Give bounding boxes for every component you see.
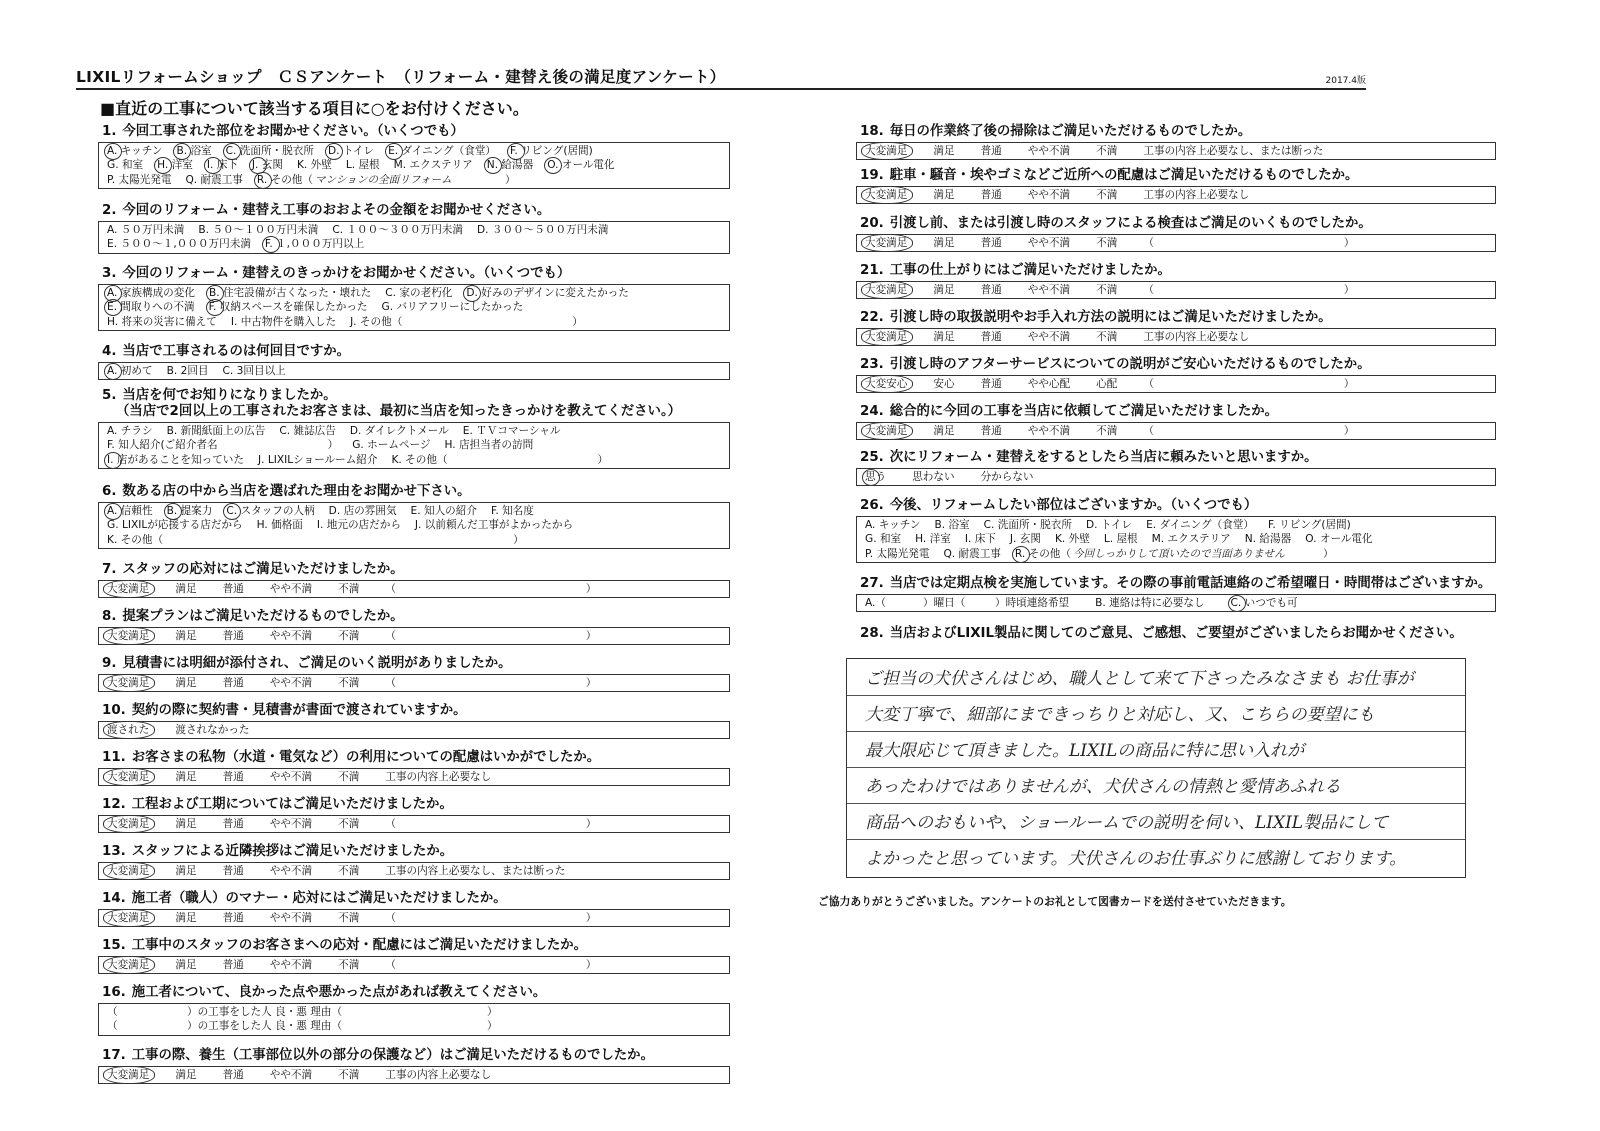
q20-neutral[interactable]: 普通	[980, 237, 1002, 249]
q1-option-o[interactable]: O. オール電化	[547, 159, 615, 172]
question-1: 1. 今回工事された部位をお聞かせください。（いくつでも） A. キッチン B. 浴室 C. 洗面所・脱衣所 D. トイレ E. ダイニング（食堂） F. リビング(居間) G. 和室 H. 洋室 I. 床下 J. 玄関 K. 外壁 L. 屋根 M. エクステリア N. 給湯器 O. オール電化 P. 太陽光発電 Q. 耐震工事 R. その他（ マンションの全面リフォーム ）	[98, 124, 730, 189]
q23-very-reassured[interactable]: 大変安心	[865, 378, 908, 390]
q8-satisfied[interactable]: 満足	[175, 630, 197, 642]
question-14: 14. 施工者（職人）のマナー・応対にはご満足いただけましたか。 大変満足 満足 普通 やや不満 不満 （ ）	[98, 891, 730, 927]
q22-neutral[interactable]: 普通	[980, 331, 1002, 343]
q13-not-needed[interactable]: 工事の内容上必要なし、または断った	[385, 865, 566, 877]
q12-scale: 大変満足 満足 普通 やや不満 不満 （ ）	[98, 815, 730, 833]
q20-scale: 大変満足 満足 普通 やや不満 不満 （ ）	[856, 234, 1496, 252]
question-25: 25. 次にリフォーム・建替えをするとしたら当店に頼みたいと思いますか。 思う 思わない 分からない	[856, 450, 1496, 486]
q15-satisfied[interactable]: 満足	[175, 959, 197, 971]
q4-options	[98, 362, 730, 380]
q16-line-2[interactable]: ）の工事をした人 良・悪 理由（	[187, 1020, 343, 1033]
q14-somewhat-dissatisfied[interactable]: やや不満	[269, 912, 313, 924]
q13-somewhat-dissatisfied[interactable]: やや不満	[269, 865, 313, 877]
q7-somewhat-dissatisfied[interactable]: やや不満	[269, 583, 313, 595]
q19-satisfied[interactable]: 満足	[933, 189, 955, 201]
q3-option-d[interactable]: D. 好みのデザインに変えたかった	[466, 287, 629, 299]
q26-option-m[interactable]: M. エクステリア	[1151, 533, 1231, 546]
comment-line: 最大限応じて頂きました。LIXILの商品に特に思い入れが	[865, 741, 1305, 761]
q3-option-j[interactable]: J. その他（	[350, 315, 403, 328]
q21-neutral[interactable]: 普通	[980, 284, 1002, 296]
q5-option-e[interactable]: E. ＴＶコマーシャル	[462, 425, 561, 437]
q1-option-l[interactable]: L. 屋根	[345, 159, 380, 172]
q20-satisfied[interactable]: 満足	[933, 237, 955, 249]
q9-very-satisfied[interactable]: 大変満足	[107, 677, 150, 689]
question-13: 13. スタッフによる近隣挨拶はご満足いただけましたか。 大変満足 満足 普通 やや不満 不満 工事の内容上必要なし、または断った	[98, 844, 730, 880]
q25-unsure[interactable]: 分からない	[980, 471, 1034, 483]
q11-somewhat-dissatisfied[interactable]: やや不満	[269, 771, 313, 783]
question-16: 16. 施工者について、良かった点や悪かった点があれば教えてください。 （ ）の工事をした人 良・悪 理由（ ） （ ）の工事をした人 良・悪 理由（ ）	[98, 985, 730, 1036]
question-6: 6. 数ある店の中から当店を選ばれた理由をお聞かせ下さい。 A. 信頼性 B. 提案力 C. スタッフの人柄 D. 店の雰囲気 E. 知人の紹介 F. 知名度 G. LIXILが応援する店だから H. 価格面 I. 地元の店だから J. 以前頼んだ工事がよかったから K. その他（ ）	[98, 484, 730, 549]
instructions: ■直近の工事について該当する項目に○をお付けください。	[100, 99, 529, 118]
q13-dissatisfied[interactable]: 不満	[338, 865, 360, 877]
comment-line: よかったと思っています。犬伏さんのお仕事ぶりに感謝しております。	[865, 849, 1407, 869]
q2-options	[98, 221, 730, 254]
q2-option-c[interactable]: C. １００～３００万円未満	[332, 224, 463, 236]
q23-neutral[interactable]: 普通	[980, 378, 1002, 390]
q8-neutral[interactable]: 普通	[222, 630, 244, 642]
q6-option-i[interactable]: I. 地元の店だから	[316, 519, 401, 532]
q12-satisfied[interactable]: 満足	[175, 818, 197, 830]
q21-very-satisfied[interactable]: 大変満足	[865, 284, 908, 296]
q21-somewhat-dissatisfied[interactable]: やや不満	[1027, 284, 1071, 296]
q11-neutral[interactable]: 普通	[222, 771, 244, 783]
q3-option-g[interactable]: G. バリアフリーにしたかった	[381, 301, 524, 314]
q1-option-i[interactable]: I. 床下	[206, 159, 238, 172]
q11-dissatisfied[interactable]: 不満	[338, 771, 360, 783]
q18-scale	[856, 142, 1496, 160]
q6-option-f[interactable]: F. 知名度	[490, 505, 534, 517]
question-22: 22. 引渡し時の取扱説明やお手入れ方法の説明にはご満足いただけましたか。 大変満足 満足 普通 やや不満 不満 工事の内容上必要なし	[856, 310, 1496, 346]
q21-scale: 大変満足 満足 普通 やや不満 不満 （ ）	[856, 281, 1496, 299]
comment-line: あったわけではありませんが、犬伏さんの情熱と愛情あふれる	[865, 777, 1341, 797]
q24-dissatisfied[interactable]: 不満	[1096, 425, 1118, 437]
q7-very-satisfied[interactable]: 大変満足	[107, 583, 150, 595]
q6-option-h[interactable]: H. 価格面	[256, 519, 303, 532]
q1-option-r[interactable]: R. その他（	[256, 173, 313, 186]
q13-very-satisfied[interactable]: 大変満足	[107, 865, 150, 877]
q8-very-satisfied[interactable]: 大変満足	[107, 630, 150, 642]
q1-option-p[interactable]: P. 太陽光発電	[107, 173, 172, 186]
q1-option-k[interactable]: K. 外壁	[296, 159, 332, 172]
form-title: LIXILリフォームショップ ＣＳアンケート （リフォーム・建替え後の満足度アンケート）	[76, 68, 726, 86]
q16-fields: （ ）の工事をした人 良・悪 理由（ ） （ ）の工事をした人 良・悪 理由（ ）	[98, 1003, 730, 1036]
q22-not-needed[interactable]: 工事の内容上必要なし	[1143, 331, 1250, 343]
q11-not-needed[interactable]: 工事の内容上必要なし	[385, 771, 492, 783]
q1-option-g[interactable]: G. 和室	[107, 159, 144, 172]
form-version: 2017.4版	[1325, 76, 1366, 86]
q3-option-a[interactable]: A. 家族構成の変化	[107, 287, 195, 299]
q4-option-c[interactable]: C. 3回目以上	[222, 365, 286, 377]
question-24: 24. 総合的に今回の工事を当店に依頼してご満足いただけましたか。 大変満足 満足 普通 やや不満 不満 （ ）	[856, 404, 1496, 440]
comment-line: 大変丁寧で、細部にまできっちりと対応し、又、こちらの要望にも	[865, 705, 1375, 725]
q27-options	[856, 594, 1496, 612]
q24-scale: 大変満足 満足 普通 やや不満 不満 （ ）	[856, 422, 1496, 440]
q6-option-g[interactable]: G. LIXILが応援する店だから	[107, 519, 243, 532]
q18-satisfied[interactable]: 満足	[933, 145, 955, 157]
q1-option-q[interactable]: Q. 耐震工事	[185, 173, 243, 186]
q1-option-j[interactable]: J. 玄関	[251, 159, 283, 172]
q19-somewhat-dissatisfied[interactable]: やや不満	[1027, 189, 1071, 201]
q26-option-h[interactable]: H. 洋室	[915, 533, 951, 546]
q24-very-satisfied[interactable]: 大変満足	[865, 425, 908, 437]
q1-option-h[interactable]: H. 洋室	[157, 159, 193, 172]
q20-somewhat-dissatisfied[interactable]: やや不満	[1027, 237, 1071, 249]
q19-not-needed[interactable]: 工事の内容上必要なし	[1143, 189, 1250, 201]
q23-somewhat-worried[interactable]: やや心配	[1027, 378, 1071, 390]
q1-option-a[interactable]: A. キッチン	[107, 145, 163, 157]
comment-line: ご担当の犬伏さんはじめ、職人として来て下さったみなさまも お仕事が	[865, 669, 1414, 689]
q1-option-e[interactable]: E. ダイニング（食堂）	[388, 145, 497, 157]
q2-option-e[interactable]: E. ５００～１,０００万円未満	[107, 238, 251, 251]
q11-satisfied[interactable]: 満足	[175, 771, 197, 783]
q2-option-f[interactable]: F. １,０００万円以上	[264, 238, 365, 251]
q1-option-n[interactable]: N. 給湯器	[486, 159, 534, 172]
q8-scale: 大変満足 満足 普通 やや不満 不満 （ ）	[98, 627, 730, 645]
q15-neutral[interactable]: 普通	[222, 959, 244, 971]
question-17: 17. 工事の際、養生（工事部位以外の部分の保護など）はご満足いただけるものでしたか。 大変満足 満足 普通 やや不満 不満 工事の内容上必要なし	[98, 1048, 730, 1084]
q22-very-satisfied[interactable]: 大変満足	[865, 331, 908, 343]
q18-somewhat-dissatisfied[interactable]: やや不満	[1027, 145, 1071, 157]
q9-satisfied[interactable]: 満足	[175, 677, 197, 689]
q8-somewhat-dissatisfied[interactable]: やや不満	[269, 630, 313, 642]
q1-option-f[interactable]: F. リビング(居間)	[510, 145, 593, 157]
thank-you-note: ご協力ありがとうございました。アンケートのお礼として図書カードを送付させていただきます。	[818, 895, 1292, 908]
question-28: 28. 当店およびLIXIL製品に関してのご意見、ご感想、ご要望がございましたらお聞かせください。	[860, 626, 1463, 641]
q26-options: A. キッチン B. 浴室 C. 洗面所・脱衣所 D. トイレ E. ダイニング（食堂） F. リビング(居間) G. 和室 H. 洋室 I. 床下 J. 玄関 K. 外壁 L. 屋根 M. エクステリア N. 給湯器 O. オール電化 P. 太陽光発電 Q. 耐震工事 R. その他（ 今回しっかりして頂いたので当面ありません ）	[856, 516, 1496, 563]
q13-scale	[98, 862, 730, 880]
q27-option-b[interactable]: B. 連絡は特に必要なし	[1095, 597, 1205, 609]
q7-dissatisfied[interactable]: 不満	[338, 583, 360, 595]
q20-dissatisfied[interactable]: 不満	[1096, 237, 1118, 249]
q22-dissatisfied[interactable]: 不満	[1096, 331, 1118, 343]
comments-box[interactable]	[846, 658, 1466, 878]
q26-other-text[interactable]: 今回しっかりして頂いたので当面ありません	[1073, 547, 1285, 560]
q25-yes[interactable]: 思う	[865, 471, 887, 483]
q26-option-g[interactable]: G. 和室	[865, 533, 902, 546]
q3-option-h[interactable]: H. 将来の災害に備えて	[107, 315, 217, 328]
q17-satisfied[interactable]: 満足	[175, 1069, 197, 1081]
q17-not-needed[interactable]: 工事の内容上必要なし	[385, 1069, 492, 1081]
q11-very-satisfied[interactable]: 大変満足	[107, 771, 150, 783]
q27-option-a[interactable]: A.（	[865, 597, 887, 609]
question-5: 5. 当店を何でお知りになりましたか。 （当店で2回以上の工事されたお客さまは、最初に当店を知ったきっかけを教えてください。） A. チラシ B. 新聞紙面上の広告 C. 雑誌広告 D. ダイレクトメール E. ＴＶコマーシャル F. 知人紹介(ご紹介者名 ） G. ホームページ H. 店担当者の訪問 I. 店があることを知っていた J. LIXILショールーム紹介 K. その他（ ）	[98, 388, 730, 469]
q14-satisfied[interactable]: 満足	[175, 912, 197, 924]
form-header	[76, 66, 1366, 90]
q9-dissatisfied[interactable]: 不満	[338, 677, 360, 689]
q3-options: A. 家族構成の変化 B. 住宅設備が古くなった・壊れた C. 家の老朽化 D. 好みのデザインに変えたかった E. 間取りへの不満 F. 収納スペースを確保したかった G. バリアフリーにしたかった H. 将来の災害に備えて I. 中古物件を購入した J. その他（ ）	[98, 284, 730, 331]
question-19: 19. 駐車・騒音・埃やゴミなどご近所への配慮はご満足いただけるものでしたか。 大変満足 満足 普通 やや不満 不満 工事の内容上必要なし	[856, 168, 1496, 204]
q18-neutral[interactable]: 普通	[980, 145, 1002, 157]
q26-option-n[interactable]: N. 給湯器	[1244, 533, 1292, 546]
q17-somewhat-dissatisfied[interactable]: やや不満	[269, 1069, 313, 1081]
q6-option-a[interactable]: A. 信頼性	[107, 505, 153, 517]
q4-option-b[interactable]: B. 2回目	[166, 365, 209, 377]
q5-option-i[interactable]: I. 店があることを知っていた	[107, 453, 244, 466]
q5-option-b[interactable]: B. 新聞紙面上の広告	[166, 425, 266, 437]
question-20: 20. 引渡し前、または引渡し時のスタッフによる検査はご満足のいくものでしたか。 大変満足 満足 普通 やや不満 不満 （ ）	[856, 216, 1496, 252]
q26-option-r[interactable]: R. その他（	[1014, 547, 1071, 560]
q26-option-b[interactable]: B. 浴室	[934, 519, 970, 531]
q6-option-e[interactable]: E. 知人の紹介	[410, 505, 477, 517]
q27-day-field[interactable]: ）曜日（	[923, 597, 966, 609]
q5-option-g[interactable]: G. ホームページ	[352, 439, 431, 452]
q26-option-o[interactable]: O. オール電化	[1305, 533, 1373, 546]
q19-very-satisfied[interactable]: 大変満足	[865, 189, 908, 201]
question-11: 11. お客さまの私物（水道・電気など）の利用についての配慮はいかがでしたか。 大変満足 満足 普通 やや不満 不満 工事の内容上必要なし	[98, 750, 730, 786]
q12-dissatisfied[interactable]: 不満	[338, 818, 360, 830]
q15-very-satisfied[interactable]: 大変満足	[107, 959, 150, 971]
q17-scale	[98, 1066, 730, 1084]
q22-satisfied[interactable]: 満足	[933, 331, 955, 343]
q26-option-f[interactable]: F. リビング(居間)	[1268, 519, 1351, 531]
q26-option-i[interactable]: I. 床下	[964, 533, 996, 546]
q26-option-k[interactable]: K. 外壁	[1054, 533, 1090, 546]
q21-satisfied[interactable]: 満足	[933, 284, 955, 296]
q19-neutral[interactable]: 普通	[980, 189, 1002, 201]
q13-neutral[interactable]: 普通	[222, 865, 244, 877]
q26-option-d[interactable]: D. トイレ	[1085, 519, 1133, 531]
question-7: 7. スタッフの応対にはご満足いただけましたか。 大変満足 満足 普通 やや不満 不満 （ ）	[98, 562, 730, 598]
question-15: 15. 工事中のスタッフのお客さまへの応対・配慮にはご満足いただけましたか。 大変満足 満足 普通 やや不満 不満 （ ）	[98, 938, 730, 974]
q21-dissatisfied[interactable]: 不満	[1096, 284, 1118, 296]
q3-option-i[interactable]: I. 中古物件を購入した	[230, 315, 337, 328]
q12-neutral[interactable]: 普通	[222, 818, 244, 830]
q26-option-e[interactable]: E. ダイニング（食堂）	[1146, 519, 1255, 531]
q3-option-e[interactable]: E. 間取りへの不満	[107, 301, 195, 314]
q14-scale: 大変満足 満足 普通 やや不満 不満 （ ）	[98, 909, 730, 927]
q1-other-text[interactable]: マンションの全面リフォーム	[315, 173, 452, 186]
q2-option-b[interactable]: B. ５０～１００万円未満	[198, 224, 319, 236]
q17-neutral[interactable]: 普通	[222, 1069, 244, 1081]
q15-scale: 大変満足 満足 普通 やや不満 不満 （ ）	[98, 956, 730, 974]
q15-dissatisfied[interactable]: 不満	[338, 959, 360, 971]
question-4: 4. 当店で工事されるのは何回目ですか。 A. 初めて B. 2回目 C. 3回目以上	[98, 344, 730, 380]
q19-scale	[856, 186, 1496, 204]
q10-delivered[interactable]: 渡された	[107, 724, 150, 736]
q5-option-f[interactable]: F. 知人紹介(ご紹介者名	[107, 439, 218, 452]
q24-somewhat-dissatisfied[interactable]: やや不満	[1027, 425, 1071, 437]
q5-option-a[interactable]: A. チラシ	[107, 425, 153, 437]
q7-scale: 大変満足 満足 普通 やや不満 不満 （ ）	[98, 580, 730, 598]
question-3: 3. 今回のリフォーム・建替えのきっかけをお聞かせください。（いくつでも） A. 家族構成の変化 B. 住宅設備が古くなった・壊れた C. 家の老朽化 D. 好みのデザインに変えたかった E. 間取りへの不満 F. 収納スペースを確保したかった G. バリアフリーにしたかった H. 将来の災害に備えて I. 中古物件を購入した J. その他（ ）	[98, 266, 730, 331]
question-21: 21. 工事の仕上がりにはご満足いただけましたか。 大変満足 満足 普通 やや不満 不満 （ ）	[856, 263, 1496, 299]
q6-option-j[interactable]: J. 以前頼んだ工事がよかったから	[414, 519, 574, 532]
q5-option-c[interactable]: C. 雑誌広告	[279, 425, 336, 437]
q26-option-a[interactable]: A. キッチン	[865, 519, 921, 531]
q19-dissatisfied[interactable]: 不満	[1096, 189, 1118, 201]
q26-option-c[interactable]: C. 洗面所・脱衣所	[983, 519, 1072, 531]
q9-scale: 大変満足 満足 普通 やや不満 不満 （ ）	[98, 674, 730, 692]
q1-option-d[interactable]: D. トイレ	[327, 145, 375, 157]
question-10: 10. 契約の際に契約書・見積書が書面で渡されていますか。 渡された 渡されなかった	[98, 703, 730, 739]
q27-time-field[interactable]: ）時頃連絡希望	[995, 597, 1070, 609]
question-23: 23. 引渡し時のアフターサービスについての説明がご安心いただけるものでしたか。 大変安心 安心 普通 やや心配 心配 （ ）	[856, 357, 1496, 393]
q4-option-a[interactable]: A. 初めて	[107, 365, 153, 377]
question-26: 26. 今後、リフォームしたい部位はございますか。（いくつでも） A. キッチン B. 浴室 C. 洗面所・脱衣所 D. トイレ E. ダイニング（食堂） F. リビング(居間) G. 和室 H. 洋室 I. 床下 J. 玄関 K. 外壁 L. 屋根 M. エクステリア N. 給湯器 O. オール電化 P. 太陽光発電 Q. 耐震工事 R. その他（ 今回しっかりして頂いたので当面ありません ）	[856, 498, 1496, 563]
q14-neutral[interactable]: 普通	[222, 912, 244, 924]
q1-option-m[interactable]: M. エクステリア	[393, 159, 473, 172]
q24-satisfied[interactable]: 満足	[933, 425, 955, 437]
q5-option-j[interactable]: J. LIXILショールーム紹介	[257, 453, 378, 466]
q6-option-d[interactable]: D. 店の雰囲気	[328, 505, 397, 517]
q10-not-delivered[interactable]: 渡されなかった	[175, 724, 250, 736]
q26-option-l[interactable]: L. 屋根	[1103, 533, 1138, 546]
q18-dissatisfied[interactable]: 不満	[1096, 145, 1118, 157]
q5-option-k[interactable]: K. その他（	[391, 453, 448, 466]
q14-dissatisfied[interactable]: 不満	[338, 912, 360, 924]
q7-satisfied[interactable]: 満足	[175, 583, 197, 595]
q5-option-d[interactable]: D. ダイレクトメール	[349, 425, 449, 437]
q23-reassured[interactable]: 安心	[933, 378, 955, 390]
q3-option-f[interactable]: F. 収納スペースを確保したかった	[208, 301, 368, 314]
q6-option-b[interactable]: B. 提案力	[166, 505, 213, 517]
q6-options: A. 信頼性 B. 提案力 C. スタッフの人柄 D. 店の雰囲気 E. 知人の紹介 F. 知名度 G. LIXILが応援する店だから H. 価格面 I. 地元の店だから J. 以前頼んだ工事がよかったから K. その他（ ）	[98, 502, 730, 549]
q1-options: A. キッチン B. 浴室 C. 洗面所・脱衣所 D. トイレ E. ダイニング（食堂） F. リビング(居間) G. 和室 H. 洋室 I. 床下 J. 玄関 K. 外壁 L. 屋根 M. エクステリア N. 給湯器 O. オール電化 P. 太陽光発電 Q. 耐震工事 R. その他（ マンションの全面リフォーム ）	[98, 142, 730, 189]
question-9: 9. 見積書には明細が添付され、ご満足のいく説明がありましたか。 大変満足 満足 普通 やや不満 不満 （ ）	[98, 656, 730, 692]
q22-somewhat-dissatisfied[interactable]: やや不満	[1027, 331, 1071, 343]
q18-not-needed[interactable]: 工事の内容上必要なし、または断った	[1143, 145, 1324, 157]
q12-somewhat-dissatisfied[interactable]: やや不満	[269, 818, 313, 830]
q27-option-c[interactable]: C. いつでも可	[1230, 597, 1298, 609]
q7-neutral[interactable]: 普通	[222, 583, 244, 595]
q2-option-a[interactable]: A. ５０万円未満	[107, 224, 185, 236]
question-27: 27. 当店では定期点検を実施しています。その際の事前電話連絡のご希望曜日・時間帯はございますか。 A.（ ）曜日（ ）時頃連絡希望 B. 連絡は特に必要なし C. いつでも可	[856, 576, 1496, 612]
q5-options: A. チラシ B. 新聞紙面上の広告 C. 雑誌広告 D. ダイレクトメール E. ＴＶコマーシャル F. 知人紹介(ご紹介者名 ） G. ホームページ H. 店担当者の訪問 I. 店があることを知っていた J. LIXILショールーム紹介 K. その他（ ）	[98, 422, 730, 469]
q18-very-satisfied[interactable]: 大変満足	[865, 145, 908, 157]
q15-somewhat-dissatisfied[interactable]: やや不満	[269, 959, 313, 971]
q22-scale	[856, 328, 1496, 346]
question-12: 12. 工程および工期についてはご満足いただけましたか。 大変満足 満足 普通 やや不満 不満 （ ）	[98, 797, 730, 833]
q25-no[interactable]: 思わない	[912, 471, 955, 483]
q1-option-c[interactable]: C. 洗面所・脱衣所	[225, 145, 314, 157]
q3-option-b[interactable]: B. 住宅設備が古くなった・壊れた	[208, 287, 372, 299]
question-8: 8. 提案プランはご満足いただけるものでしたか。 大変満足 満足 普通 やや不満 不満 （ ）	[98, 609, 730, 645]
q1-option-b[interactable]: B. 浴室	[176, 145, 212, 157]
q16-line-1[interactable]: ）の工事をした人 良・悪 理由（	[187, 1006, 343, 1018]
q24-neutral[interactable]: 普通	[980, 425, 1002, 437]
comment-line: 商品へのおもいや、ショールームでの説明を伺い、LIXIL製品にして	[865, 813, 1389, 833]
q6-option-c[interactable]: C. スタッフの人柄	[226, 505, 315, 517]
q8-dissatisfied[interactable]: 不満	[338, 630, 360, 642]
q10-options	[98, 721, 730, 739]
q25-options	[856, 468, 1496, 486]
q26-option-q[interactable]: Q. 耐震工事	[943, 547, 1001, 560]
q11-scale	[98, 768, 730, 786]
q23-worried[interactable]: 心配	[1096, 378, 1118, 390]
q17-dissatisfied[interactable]: 不満	[338, 1069, 360, 1081]
q12-very-satisfied[interactable]: 大変満足	[107, 818, 150, 830]
q2-option-d[interactable]: D. ３００～５００万円未満	[476, 224, 609, 236]
q6-option-k[interactable]: K. その他（	[107, 533, 164, 546]
q17-very-satisfied[interactable]: 大変満足	[107, 1069, 150, 1081]
q9-neutral[interactable]: 普通	[222, 677, 244, 689]
question-2: 2. 今回のリフォーム・建替え工事のおおよその金額をお聞かせください。 A. ５０万円未満 B. ５０～１００万円未満 C. １００～３００万円未満 D. ３００～５００万円未満 E. ５００～１,０００万円未満 F. １,０００万円以上	[98, 203, 730, 254]
q5-option-h[interactable]: H. 店担当者の訪問	[444, 439, 534, 452]
q26-option-p[interactable]: P. 太陽光発電	[865, 547, 930, 560]
q20-very-satisfied[interactable]: 大変満足	[865, 237, 908, 249]
q9-somewhat-dissatisfied[interactable]: やや不満	[269, 677, 313, 689]
q23-scale: 大変安心 安心 普通 やや心配 心配 （ ）	[856, 375, 1496, 393]
q26-option-j[interactable]: J. 玄関	[1009, 533, 1041, 546]
question-18: 18. 毎日の作業終了後の掃除はご満足いただけるものでしたか。 大変満足 満足 普通 やや不満 不満 工事の内容上必要なし、または断った	[856, 124, 1496, 160]
q3-option-c[interactable]: C. 家の老朽化	[385, 287, 453, 299]
q14-very-satisfied[interactable]: 大変満足	[107, 912, 150, 924]
q13-satisfied[interactable]: 満足	[175, 865, 197, 877]
